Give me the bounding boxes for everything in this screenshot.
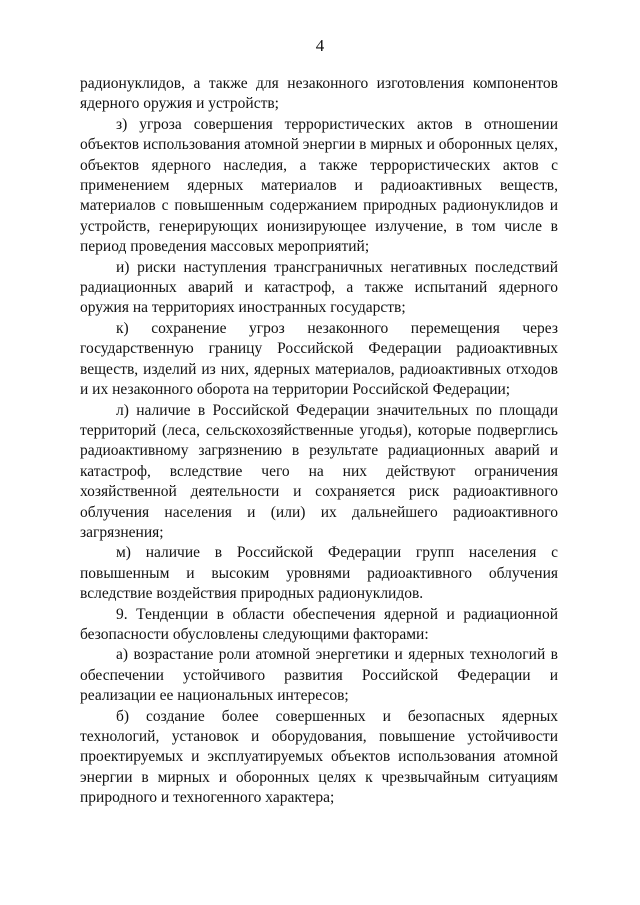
paragraph-item-z: з) угроза совершения террористических актов в отношении объектов использования атомной энергии в мирных и оборонных целях, объектов ядерного наследия, а также террористических актов с применением ядерных материалов и радиоактивных веществ, материалов с повышенным содержанием природных радионуклидов и устройств, генерирующих ионизирующее излучение, в том числе в период проведения массовых мероприятий; xyxy=(80,115,558,256)
page-number: 4 xyxy=(315,36,325,55)
paragraph-item-b: б) создание более совершенных и безопасных ядерных технологий, установок и оборудования, повышение устойчивости проектируемых и эксплуатируемых объектов использования атомной энергии в мирных и оборонных целях к чрезвычайным ситуациям природного и техногенного характера; xyxy=(80,707,558,807)
paragraph-section-9: 9. Тенденции в области обеспечения ядерной и радиационной безопасности обусловлены следующими факторами: xyxy=(80,605,558,643)
paragraph-item-l: л) наличие в Российской Федерации значительных по площади территорий (леса, сельскохозяйственные угодья), которые подверглись радиоактивному загрязнению в результате радиационных аварий и катастроф, вследствие чего на них действуют ограничения хозяйственной деятельности и сохраняется риск радиоактивного облучения населения и (или) их дальнейшего радиоактивного загрязнения; xyxy=(80,401,558,541)
paragraph-item-k: к) сохранение угроз незаконного перемещения через государственную границу Российской Федерации радиоактивных веществ, изделий из них, ядерных материалов, радиоактивных отходов и их незаконного оборота на территории Российской Федерации; xyxy=(80,319,558,399)
paragraph-item-i: и) риски наступления трансграничных негативных последствий радиационных аварий и катастроф, а также испытаний ядерного оружия на территориях иностранных государств; xyxy=(80,258,558,317)
paragraph-continuation: радионуклидов, а также для незаконного изготовления компонентов ядерного оружия и устройств; xyxy=(80,75,558,113)
paragraph-item-m: м) наличие в Российской Федерации групп населения с повышенным и высоким уровнями радиоактивного облучения вследствие воздействия природных радионуклидов. xyxy=(80,544,558,603)
paragraph-item-a: а) возрастание роли атомной энергетики и ядерных технологий в обеспечении устойчивого развития Российской Федерации и реализации ее национальных интересов; xyxy=(80,646,558,705)
document-body xyxy=(80,74,558,809)
